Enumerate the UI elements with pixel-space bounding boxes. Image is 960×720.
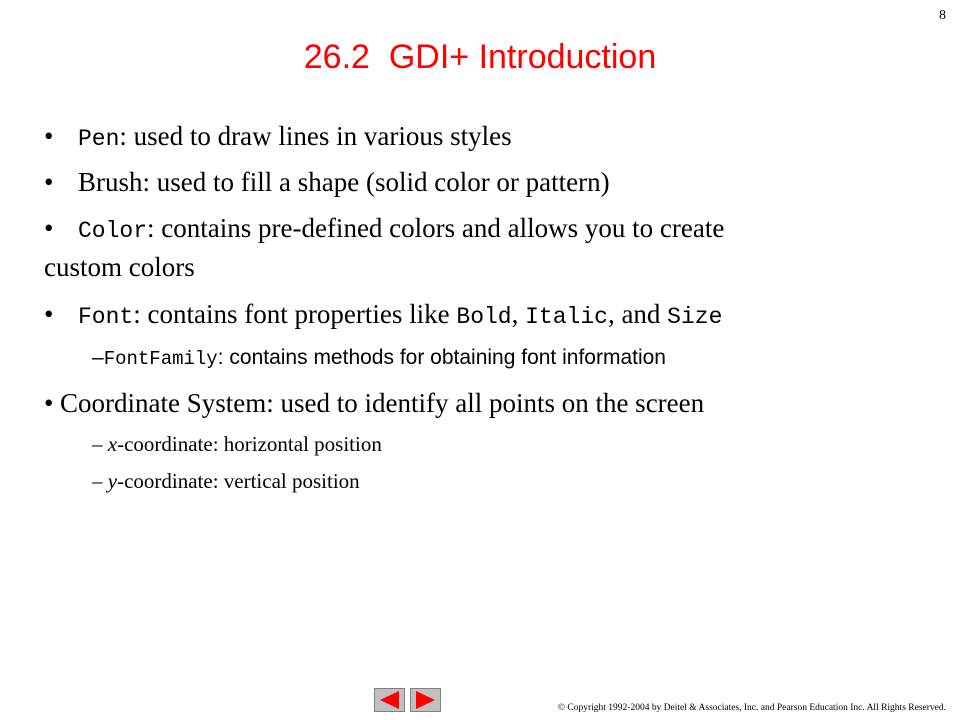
sub-bullet-x-text: -coordinate: horizontal position — [117, 432, 382, 456]
bullet-color — [44, 213, 724, 244]
bullet-dot: • — [44, 167, 54, 197]
bullet-dot: • — [44, 213, 54, 243]
var-y: y — [107, 469, 118, 493]
bullet-color-text: : contains pre-defined colors and allows you to create — [147, 213, 725, 243]
bullet-font — [44, 299, 722, 330]
sub-bullet-y-text: -coordinate: vertical position — [117, 469, 360, 493]
slide-title: 26.2 GDI+ Introduction — [303, 38, 657, 76]
bullet-pen-text: : used to draw lines in various styles — [119, 121, 512, 151]
copyright-notice: © Copyright 1992-2004 by Deitel & Associates, Inc. and Pearson Education Inc. All Rights Reserved. — [557, 703, 946, 713]
bullet-color-continuation: custom colors — [44, 252, 195, 282]
bullet-brush — [44, 167, 610, 198]
bullet-dot: • — [44, 388, 54, 418]
code-pen: Pen — [78, 126, 120, 152]
code-font: Font — [78, 304, 134, 330]
previous-slide-button[interactable] — [374, 688, 405, 712]
sub-bullet-fontfamily-text: : contains methods for obtaining font information — [217, 346, 666, 369]
bullet-coordinate-text: Coordinate System: used to identify all points on the screen — [60, 388, 705, 418]
bullet-brush-text: Brush: used to fill a shape (solid color or pattern) — [78, 167, 610, 197]
left-arrow-icon — [375, 689, 404, 711]
bullet-font-text: : contains font properties like — [133, 299, 457, 329]
right-arrow-icon — [411, 689, 440, 711]
code-size: Size — [667, 304, 723, 330]
sub-bullet-x-coordinate — [92, 432, 382, 457]
slide-navigation — [374, 688, 442, 712]
code-bold: Bold — [456, 304, 512, 330]
sub-bullet-y-coordinate — [92, 469, 360, 494]
separator: , — [511, 299, 526, 329]
code-fontfamily: FontFamily — [103, 348, 218, 370]
code-italic: Italic — [525, 304, 608, 330]
next-slide-button[interactable] — [410, 688, 441, 712]
bullet-dot: • — [44, 121, 54, 151]
dash: – — [92, 346, 104, 369]
page-number: 8 — [939, 8, 946, 23]
separator: , and — [607, 299, 668, 329]
bullet-pen — [44, 121, 512, 152]
dash: – — [92, 432, 108, 456]
bullet-coordinate-system — [44, 388, 704, 419]
var-x: x — [107, 432, 118, 456]
dash: – — [92, 469, 108, 493]
code-color: Color — [78, 218, 148, 244]
sub-bullet-fontfamily — [92, 346, 666, 370]
bullet-dot: • — [44, 299, 54, 329]
